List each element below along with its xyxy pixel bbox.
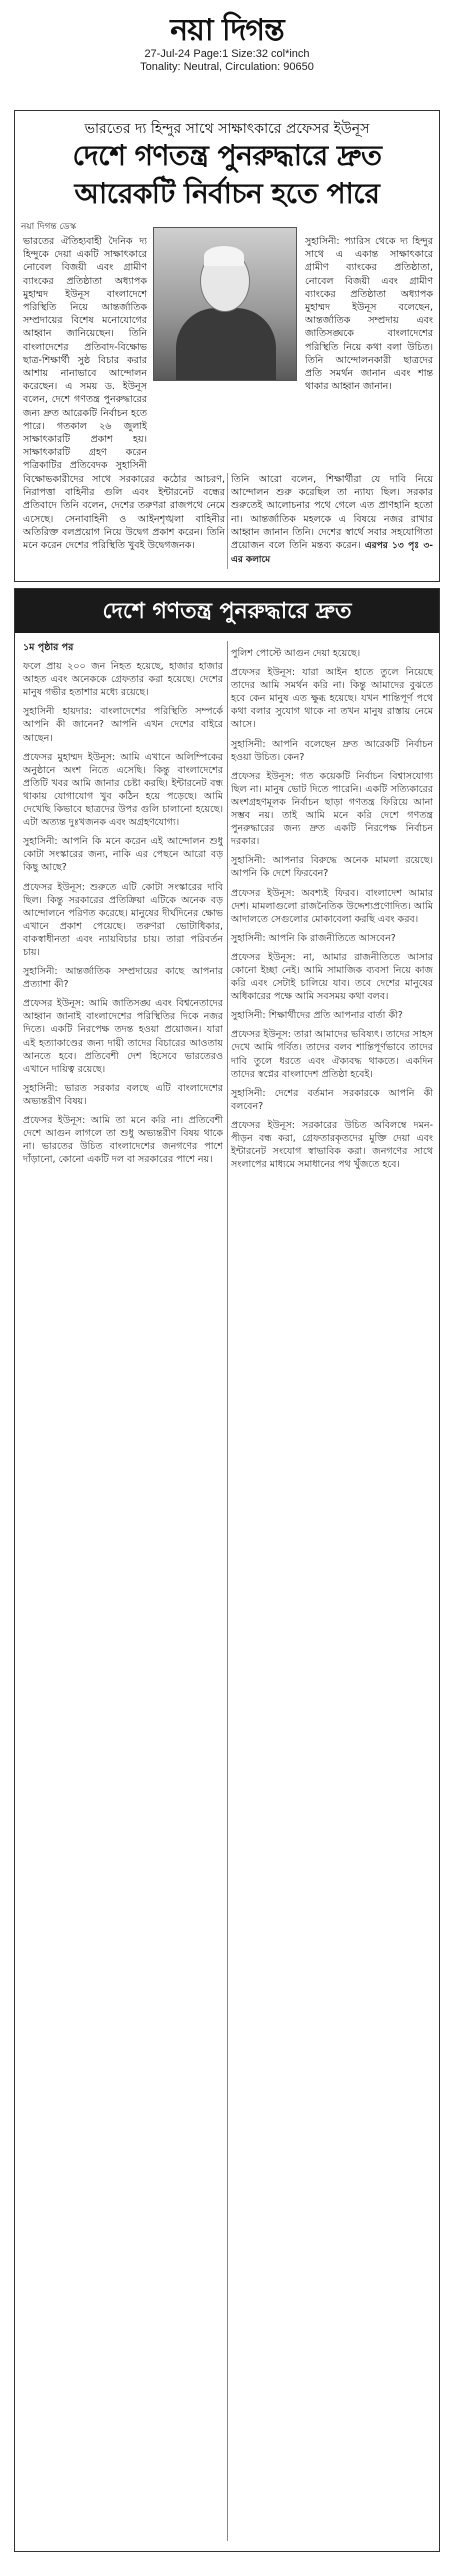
article-column-1: ভারতের ঐতিহ্যবাহী দৈনিক দ্য হিন্দুকে দেয়া একটি সাক্ষাৎকারে নোবেল বিজয়ী এবং গ্রামীণ ব্যাংকের প্রতিষ্ঠাতা অধ্যাপক মুহাম্মদ ইউনূস বাংলাদেশে পরিস্থিতি নিয়ে আন্তর্জাতিক সম্প্রদায়ের বিশেষ মনোযোগের আহ্বান জানিয়েছেন। তিনি বাংলাদেশের প্রতিবাদ-বিক্ষোভ ছাত্র-শিক্ষার্থী সুষ্ঠ বিচার করার আশায় নানাভাবে আন্দোলন করেছেন। এ সময় ড. ইউনূস বলেন, দেশে গণতন্ত্র পুনরুদ্ধারের জন্য দ্রুত আরেকটি নির্বাচন হতে পারে। গতকাল ২৬ জুলাই সাক্ষাৎকারটি প্রকাশ হয়। সাক্ষাৎকারটি গ্রহণ করেন পত্রিকাটির প্রতিবেদক সুহাসিনী <box>23 236 147 471</box>
left-paragraph: প্রফেসর ইউনূস: আমি জাতিসঙ্ঘ এবং বিশ্বনেতাদের আহ্বান জানাই বাংলাদেশের পরিস্থিতির দিকে নজর দিতে। একটি নিরপেক্ষ তদন্ত হওয়া প্রয়োজন। যারা এই হত্যাকাণ্ডের জন্য দায়ী তাদের বিচারের আওতায় আনতে হবে। প্রতিবেশী দেশ হিসেবে ভারতেরও এখানে দায়িত্ব রয়েছে। <box>23 998 223 1075</box>
left-paragraph: ফলে প্রায় ২০০ জন নিহত হয়েছে, হাজার হাজার আহত এবং অনেককে গ্রেফতার করা হয়েছে। দেশের মানুষ গভীর হতাশার মধ্যে রয়েছে। <box>23 661 223 699</box>
right-paragraph: সুহাসিনী: শিক্ষার্থীদের প্রতি আপনার বার্তা কী? <box>231 1010 403 1022</box>
continuation-banner: দেশে গণতন্ত্র পুনরুদ্ধারে দ্রুত <box>15 589 439 633</box>
left-paragraph: সুহাসিনী: আপনি কি মনে করেন এই আন্দোলন শুধু কোটা সংস্কারের জন্য, নাকি এর পেছনে আরো বড় কিছু আছে? <box>23 836 223 874</box>
continuation-right-column <box>231 641 433 2541</box>
clip-info-line-2: Tonality: Neutral, Circulation: 90650 <box>140 61 314 73</box>
left-paragraphs <box>23 660 223 1166</box>
portrait-hair-shape <box>204 246 244 266</box>
newspaper-logo: নয়া দিগন্ত <box>170 13 284 48</box>
portrait-body-shape <box>176 308 276 381</box>
clip-info-line-1: 27-Jul-24 Page:1 Size:32 col*inch <box>144 48 310 60</box>
article-front-clip <box>14 110 440 582</box>
right-paragraph: সুহাসিনী: আপনি বলেছেন দ্রুত আরেকটি নির্বাচন হওয়া উচিত। কেন? <box>231 738 433 763</box>
column-divider <box>227 473 228 569</box>
article-headline: দেশে গণতন্ত্র পুনরুদ্ধারে দ্রুত আরেকটি নির্বাচন হতে পারে <box>72 139 382 210</box>
left-paragraph: সুহাসিনী: ভারত সরকার বলছে এটি বাংলাদেশের অভ্যন্তরীণ বিষয়। <box>23 1082 223 1107</box>
article-column-4 <box>231 473 433 571</box>
right-paragraph: পুলিশ পোস্টে আগুন দেয়া হয়েছে। <box>231 648 361 659</box>
continued-note: এরপর ১৩ পৃঃ ৩-এর কলামে <box>231 541 433 566</box>
article-column-3: বিক্ষোভকারীদের সাথে সরকারের কঠোর আচরণ, নিরাপত্তা বাহিনীর গুলি এবং ইন্টারনেট বন্ধের প্রতিবাদে তিনি বলেন, দেশের তরুণরা রাজপথে নেমে এসেছে। সেনাবাহিনী ও আইনশৃঙ্খলা বাহিনীর অতিরিক্ত বলপ্রয়োগ নিয়ে উদ্বেগ প্রকাশ করেন। তিনি মনে করেন দেশের পরিস্থিতি খুবই উদ্বেগজনক। <box>23 474 225 552</box>
portrait-photo <box>153 227 297 381</box>
jump-line: ১ম পৃষ্ঠার পর <box>23 642 74 653</box>
continuation-divider <box>227 641 228 2541</box>
article-column-4-text: তিনি আরো বলেন, শিক্ষার্থীরা যে দাবি নিয়ে আন্দোলন শুরু করেছিল তা ন্যায্য ছিল। সরকার শুরুতেই আলোচনার পথে গেলে এত প্রাণহানি হতো না। আন্তর্জাতিক মহলকে এ বিষয়ে নজর রাখার আহ্বান জানান তিনি। দেশের স্বার্থে সবার সহযোগিতা প্রয়োজন বলে তিনি মন্তব্য করেন। <box>231 474 433 552</box>
left-paragraph: প্রফেসর ইউনূস: আমি তা মনে করি না। প্রতিবেশী দেশে আগুন লাগলে তা শুধু অভ্যন্তরীণ বিষয় থাকে না। ভারতের উচিত বাংলাদেশের জনগণের পাশে দাঁড়ানো, কোনো একটি দল বা সরকারের পাশে নয়। <box>23 1115 223 1166</box>
right-paragraphs <box>231 647 433 1171</box>
article-byline: নয়া দিগন্ত ডেস্ক <box>21 222 77 232</box>
article-continuation-clip <box>14 588 440 2552</box>
right-paragraph: সুহাসিনী: দেশের বর্তমান সরকারকে আপনি কী বলবেন? <box>231 1087 433 1112</box>
left-paragraph: সুহাসিনী হায়দার: বাংলাদেশের পরিস্থিতি সম্পর্কে আপনি কী জানেন? আপনি এখন দেশের বাইরে আছেন। <box>23 706 223 744</box>
continuation-left-column <box>23 641 223 2541</box>
left-paragraph: সুহাসিনী: আন্তর্জাতিক সম্প্রদায়ের কাছে আপনার প্রত্যাশা কী? <box>23 966 223 991</box>
article-column-2: সুহাসিনী: প্যারিস থেকে দ্য হিন্দুর সাথে এ একান্ত সাক্ষাৎকারে গ্রামীণ ব্যাংকের প্রতিষ্ঠাতা, নোবেল বিজয়ী এবং গ্রামীণ ব্যাংকের প্রতিষ্ঠাতা অধ্যাপক মুহাম্মদ ইউনূস বলেছেন, আন্তর্জাতিক সম্প্রদায় এবং জাতিসঙ্ঘকে বাংলাদেশের পরিস্থিতি নিয়ে কথা বলা উচিত। তিনি আন্দোলনকারী ছাত্রদের প্রতি সমর্থন জানান এবং শান্ত থাকার আহ্বান জানান। <box>305 236 433 393</box>
right-paragraph: প্রফেসর ইউনূস: না, আমার রাজনীতিতে আসার কোনো ইচ্ছা নেই। আমি সামাজিক ব্যবসা নিয়ে কাজ করি এবং সেটাই চালিয়ে যাব। তবে দেশের মানুষের অধিকারের পক্ষে আমি সবসময় কথা বলব। <box>231 951 433 1003</box>
right-paragraph: প্রফেসর ইউনূস: সরকারের উচিত অবিলম্বে দমন-পীড়ন বন্ধ করা, গ্রেফতারকৃতদের মুক্তি দেয়া এবং ইন্টারনেট সংযোগ স্বাভাবিক করা। জনগণের সাথে সংলাপের মাধ্যমে সমাধানের পথ খুঁজতে হবে। <box>231 1119 433 1171</box>
article-kicker: ভারতের দ্য হিন্দুর সাথে সাক্ষাৎকারে প্রফেসর ইউনূস <box>84 121 370 137</box>
right-paragraph: প্রফেসর ইউনূস: তারা আমাদের ভবিষ্যৎ। তাদের সাহস দেখে আমি গর্বিত। তাদের বলব শান্তিপূর্ণভাবে তাদের দাবি তুলে ধরতে এবং ঐক্যবদ্ধ থাকতে। একদিন তাদের স্বপ্নের বাংলাদেশ প্রতিষ্ঠা হবেই। <box>231 1029 433 1080</box>
right-paragraph: সুহাসিনী: আপনার বিরুদ্ধে অনেক মামলা রয়েছে। আপনি কি দেশে ফিরবেন? <box>231 855 433 880</box>
right-paragraph: প্রফেসর ইউনূস: গত কয়েকটি নির্বাচন বিশ্বাসযোগ্য ছিল না। মানুষ ভোট দিতে পারেনি। একটি সত্যিকারের অংশগ্রহণমূলক নির্বাচন ছাড়া গণতন্ত্র ফিরিয়ে আনা সম্ভব নয়। তাই আমি মনে করি দেশে গণতন্ত্র পুনরুদ্ধারের জন্য দ্রুত একটি নিরপেক্ষ নির্বাচন দরকার। <box>231 770 433 848</box>
right-paragraph: সুহাসিনী: আপনি কি রাজনীতিতে আসবেন? <box>231 932 396 944</box>
left-paragraph: প্রফেসর ইউনূস: শুরুতে এটি কোটা সংস্কারের দাবি ছিল। কিন্তু সরকারের প্রতিক্রিয়া এটিকে অনেক বড় আন্দোলনে পরিণত করেছে। মানুষের দীর্ঘদিনের ক্ষোভ এখানে প্রকাশ পেয়েছে। তরুণরা ভোটাধিকার, বাকস্বাধীনতা এবং ন্যায়বিচার চায়। তারা পরিবর্তন চায়। <box>23 881 223 958</box>
right-paragraph: প্রফেসর ইউনূস: যারা আইন হাতে তুলে নিয়েছে তাদের আমি সমর্থন করি না। কিন্তু আমাদের বুঝতে হবে কেন মানুষ এত ক্ষুব্ধ হয়েছে। যখন শান্তিপূর্ণ পথে কথা বলার সুযোগ থাকে না তখন মানুষ রাস্তায় নেমে আসে। <box>231 667 433 731</box>
masthead <box>0 0 454 108</box>
left-paragraph: প্রফেসর মুহাম্মদ ইউনূস: আমি এখানে অলিম্পিকের অনুষ্ঠানে অংশ নিতে এসেছি। কিন্তু বাংলাদেশের প্রতিটি খবর আমি জানার চেষ্টা করছি। ইন্টারনেট বন্ধ থাকায় যোগাযোগ খুব কঠিন হয়ে পড়েছে। আমি দেখেছি কিভাবে ছাত্রদের উপর গুলি চালানো হয়েছে। এটা অত্যন্ত দুঃখজনক এবং অগ্রহণযোগ্য। <box>23 751 223 829</box>
right-paragraph: প্রফেসর ইউনূস: অবশ্যই ফিরব। বাংলাদেশ আমার দেশ। মামলাগুলো রাজনৈতিক উদ্দেশ্যপ্রণোদিত। আমি আদালতে সেগুলোর মোকাবেলা করছি এবং করব। <box>231 887 433 925</box>
